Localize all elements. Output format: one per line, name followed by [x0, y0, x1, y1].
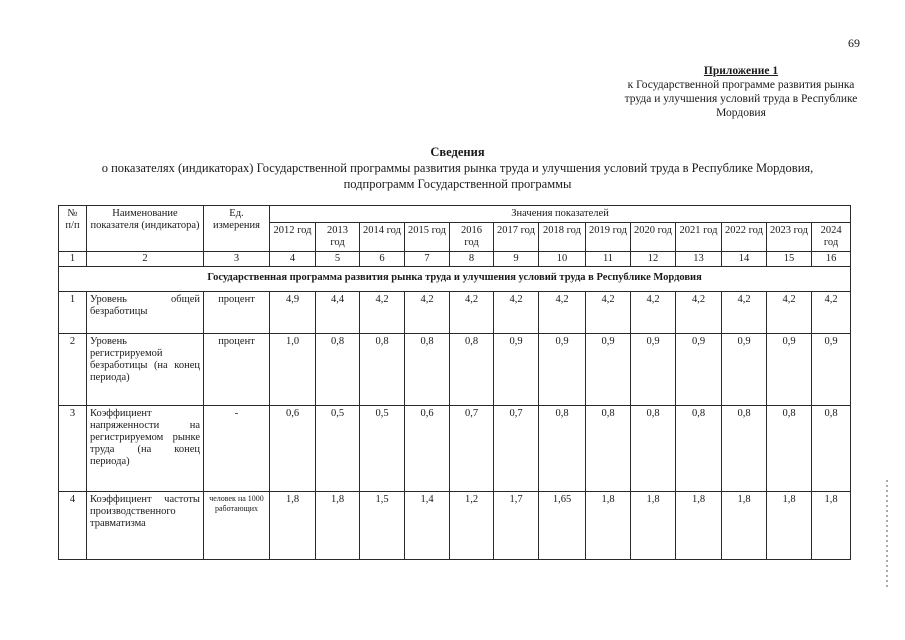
indicator-name: Коэффициент напряженности на регистрируемом рынке труда (на конец периода) [87, 406, 204, 492]
value-cell: 1,8 [767, 492, 812, 560]
value-cell: 4,2 [405, 292, 450, 334]
document-title [40, 144, 875, 192]
column-number: 10 [539, 252, 586, 267]
value-cell: 1,4 [405, 492, 450, 560]
indicator-name: Коэффициент частоты производственного травматизма [87, 492, 204, 560]
column-number: 15 [767, 252, 812, 267]
appendix-block [600, 64, 882, 120]
value-cell: 4,2 [767, 292, 812, 334]
column-number: 1 [59, 252, 87, 267]
value-cell: 0,7 [494, 406, 539, 492]
appendix-line: Мордовия [716, 107, 766, 119]
value-cell: 0,8 [316, 334, 360, 406]
value-cell: 1,8 [812, 492, 851, 560]
appendix-line: к Государственной программе развития рынка [627, 79, 855, 91]
column-number: 12 [631, 252, 676, 267]
row-number: 1 [59, 292, 87, 334]
value-cell: 4,2 [450, 292, 494, 334]
scan-artifact [884, 480, 890, 590]
section-row [59, 267, 851, 292]
row-number: 3 [59, 406, 87, 492]
value-cell: 1,2 [450, 492, 494, 560]
value-cell: 0,9 [631, 334, 676, 406]
value-cell: 4,9 [270, 292, 316, 334]
column-number: 4 [270, 252, 316, 267]
column-number: 6 [360, 252, 405, 267]
value-cell: 0,6 [270, 406, 316, 492]
year-header: 2022 год [722, 223, 767, 252]
value-cell: 1,5 [360, 492, 405, 560]
year-header: 2017 год [494, 223, 539, 252]
year-header: 2024 год [812, 223, 851, 252]
value-cell: 0,9 [539, 334, 586, 406]
table-row [59, 292, 851, 334]
value-cell: 4,2 [676, 292, 722, 334]
value-cell: 4,2 [631, 292, 676, 334]
appendix-line: труда и улучшения условий труда в Республике [624, 93, 858, 105]
value-cell: 0,8 [539, 406, 586, 492]
value-cell: 0,8 [631, 406, 676, 492]
indicator-name: Уровень общей безработицы [87, 292, 204, 334]
value-cell: 0,7 [450, 406, 494, 492]
column-number: 14 [722, 252, 767, 267]
value-cell: 1,8 [631, 492, 676, 560]
year-header: 2012 год [270, 223, 316, 252]
year-header: 2019 год [586, 223, 631, 252]
value-cell: 0,8 [812, 406, 851, 492]
value-cell: 0,5 [316, 406, 360, 492]
value-cell: 0,8 [405, 334, 450, 406]
row-number: 4 [59, 492, 87, 560]
value-cell: 0,9 [767, 334, 812, 406]
value-cell: 0,8 [450, 334, 494, 406]
value-cell: 4,2 [539, 292, 586, 334]
value-cell: 0,9 [676, 334, 722, 406]
unit-cell: человек на 1000 работающих [204, 492, 270, 560]
title-line: о показателях (индикаторах) Государственной программы развития рынка труда и улучшения условий труда в Республике Мордовия, [101, 161, 814, 175]
title-heading: Сведения [430, 145, 485, 159]
value-cell: 0,8 [722, 406, 767, 492]
value-cell: 0,9 [494, 334, 539, 406]
value-cell: 4,2 [494, 292, 539, 334]
column-number: 11 [586, 252, 631, 267]
value-cell: 0,8 [676, 406, 722, 492]
unit-cell: процент [204, 292, 270, 334]
column-number: 9 [494, 252, 539, 267]
year-header: 2016 год [450, 223, 494, 252]
value-cell: 0,8 [360, 334, 405, 406]
title-line: подпрограмм Государственной программы [343, 177, 572, 191]
year-header: 2013 год [316, 223, 360, 252]
value-cell: 1,8 [676, 492, 722, 560]
year-header: 2014 год [360, 223, 405, 252]
column-number: 13 [676, 252, 722, 267]
row-number: 2 [59, 334, 87, 406]
value-cell: 0,8 [767, 406, 812, 492]
value-cell: 0,9 [722, 334, 767, 406]
header-num: № п/п [59, 206, 87, 252]
header-values: Значения показателей [270, 206, 851, 223]
column-number: 3 [204, 252, 270, 267]
header-name: Наименование показателя (индикатора) [87, 206, 204, 252]
column-number: 16 [812, 252, 851, 267]
table-row [59, 492, 851, 560]
column-number: 7 [405, 252, 450, 267]
value-cell: 4,4 [316, 292, 360, 334]
value-cell: 0,9 [812, 334, 851, 406]
value-cell: 0,9 [586, 334, 631, 406]
year-header: 2020 год [631, 223, 676, 252]
table-row [59, 334, 851, 406]
value-cell: 1,65 [539, 492, 586, 560]
column-numbers-row [59, 252, 851, 267]
value-cell: 1,7 [494, 492, 539, 560]
value-cell: 0,5 [360, 406, 405, 492]
header-unit: Ед. измерения [204, 206, 270, 252]
page-number: 69 [848, 36, 860, 50]
value-cell: 4,2 [722, 292, 767, 334]
unit-cell: процент [204, 334, 270, 406]
year-header: 2021 год [676, 223, 722, 252]
table-row [59, 406, 851, 492]
year-header: 2015 год [405, 223, 450, 252]
value-cell: 0,6 [405, 406, 450, 492]
unit-cell: - [204, 406, 270, 492]
column-number: 8 [450, 252, 494, 267]
appendix-heading: Приложение 1 [703, 65, 779, 77]
value-cell: 4,2 [812, 292, 851, 334]
indicator-name: Уровень регистрируемой безработицы (на конец периода) [87, 334, 204, 406]
column-number: 5 [316, 252, 360, 267]
section-title: Государственная программа развития рынка труда и улучшения условий труда в Республике Мордовия [59, 267, 851, 292]
year-header: 2023 год [767, 223, 812, 252]
value-cell: 4,2 [360, 292, 405, 334]
column-number: 2 [87, 252, 204, 267]
value-cell: 1,8 [316, 492, 360, 560]
value-cell: 4,2 [586, 292, 631, 334]
value-cell: 1,8 [586, 492, 631, 560]
value-cell: 1,8 [722, 492, 767, 560]
year-header: 2018 год [539, 223, 586, 252]
indicators-table [58, 205, 851, 560]
value-cell: 0,8 [586, 406, 631, 492]
value-cell: 1,0 [270, 334, 316, 406]
value-cell: 1,8 [270, 492, 316, 560]
